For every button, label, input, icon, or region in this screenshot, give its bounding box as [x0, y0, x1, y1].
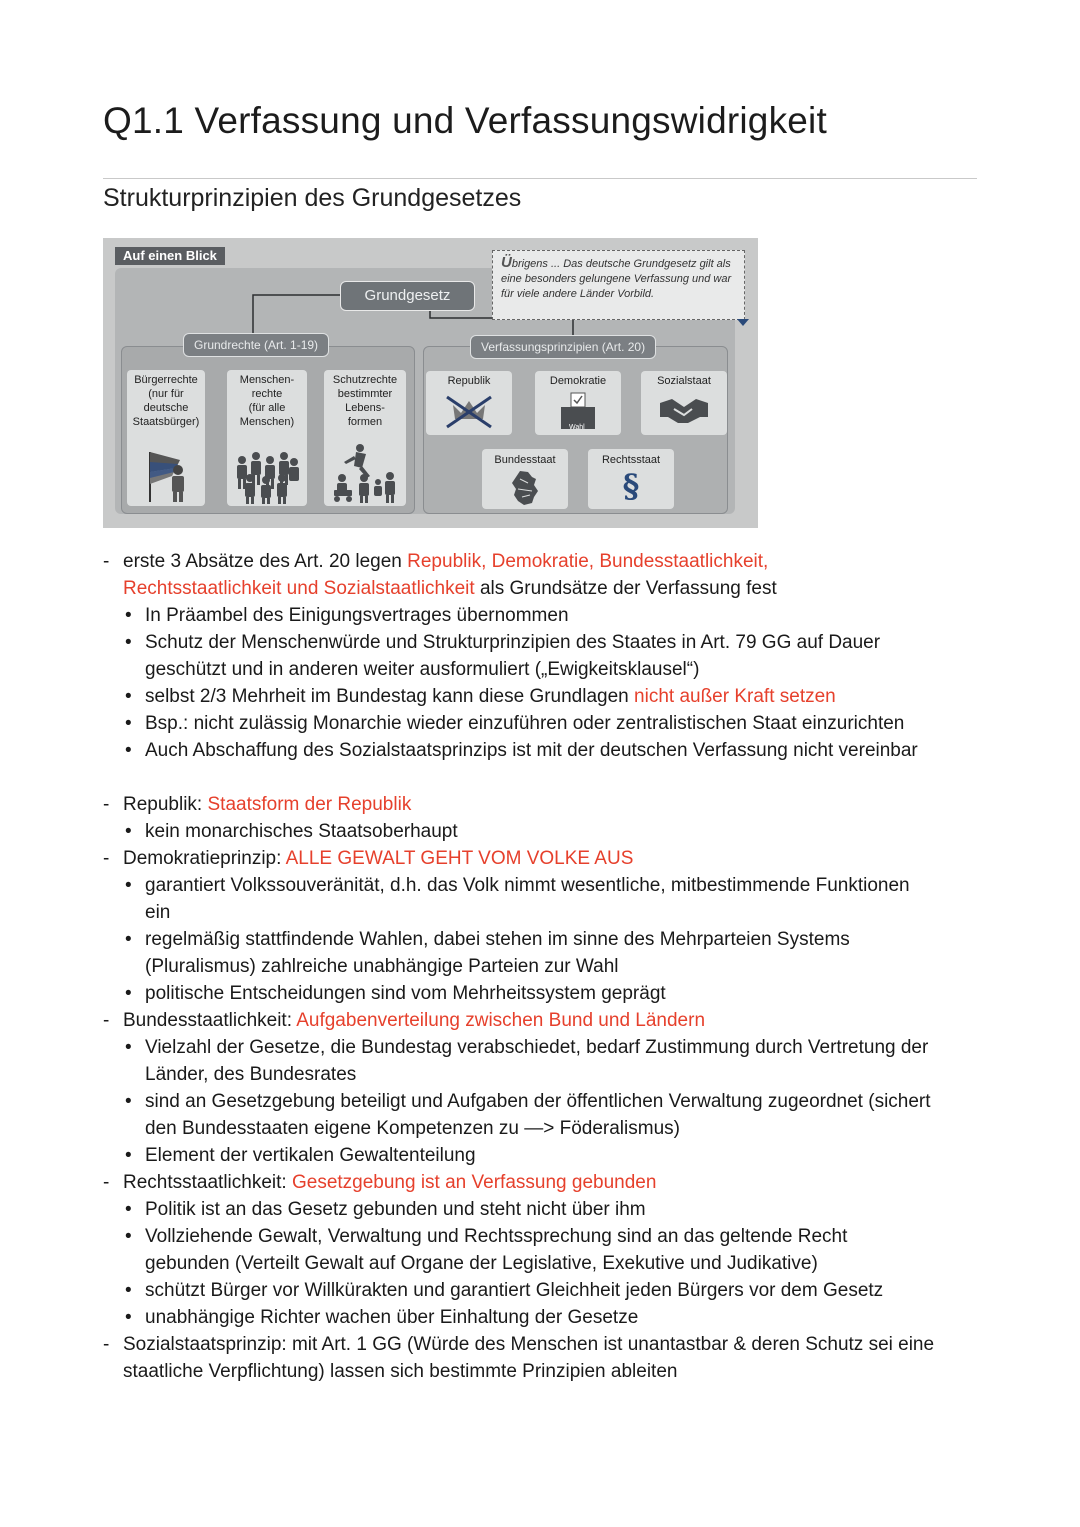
- demokratie-column: [535, 371, 621, 435]
- bullet-item: • kein monarchisches Staatsoberhaupt: [103, 818, 988, 845]
- section-subtitle: Strukturprinzipien des Grundgesetzes: [103, 184, 522, 212]
- note-first-word: brigens ...: [511, 258, 561, 270]
- text-span: als Grundsätze der Verfassung fest: [474, 578, 777, 599]
- list-item: - Sozialstaatsprinzip: mit Art. 1 GG (Würde des Menschen ist unantastbar & deren Schutz sei eine: [103, 1331, 988, 1358]
- menschenrechte-column: [227, 370, 307, 506]
- handshake-icon: [656, 389, 712, 429]
- highlight-span: Rechtsstaatlichkeit und Sozialstaatlichkeit: [123, 578, 475, 599]
- list-item: [103, 1007, 988, 1034]
- buergerrechte-line: deutsche: [143, 402, 189, 414]
- spacer: [103, 764, 988, 791]
- list-item: [103, 845, 988, 872]
- wahl-label: Wahl: [569, 424, 585, 431]
- page-title: Q1.1 Verfassung und Verfassungswidrigkeit: [103, 100, 827, 141]
- text-span: selbst 2/3 Mehrheit im Bundestag kann diese Grundlagen: [145, 686, 635, 707]
- bullet-item: • Bsp.: nicht zulässig Monarchie wieder einzuführen oder zentralistischen Staat einzurichten: [103, 710, 988, 737]
- list-item-continuation: [103, 575, 988, 602]
- menschenrechte-line: rechte: [251, 388, 283, 400]
- people-group-icon: [232, 444, 302, 504]
- text-span: Rechtsstaatlichkeit:: [123, 1172, 292, 1193]
- highlight-span: Gesetzgebung ist an Verfassung gebunden: [291, 1172, 657, 1193]
- info-note: [492, 250, 745, 320]
- grundgesetz-diagram: [103, 238, 758, 528]
- buergerrechte-line: Bürgerrechte: [134, 374, 198, 386]
- bullet-item: [103, 683, 988, 710]
- menschenrechte-line: (für alle: [248, 402, 286, 414]
- notes-content: [103, 548, 988, 1385]
- bullet-item: • politische Entscheidungen sind vom Mehrheitssystem geprägt: [103, 980, 988, 1007]
- title-divider: [103, 178, 977, 179]
- family-icon: [330, 442, 400, 504]
- schutzrechte-line: Lebens-: [345, 402, 385, 414]
- schutzrechte-column: [324, 370, 406, 506]
- bullet-item: • garantiert Volkssouveränität, d.h. das Volk nimmt wesentliche, mitbestimmende Funktionen: [103, 872, 988, 899]
- bullet-continuation: gebunden (Verteilt Gewalt auf Organe der Legislative, Exekutive und Judikative): [145, 1253, 818, 1274]
- flag-person-icon: [136, 444, 196, 504]
- bullet-continuation: ein: [145, 902, 171, 923]
- germany-map-icon: [508, 469, 542, 507]
- schutzrechte-line: Schutzrechte: [332, 374, 398, 386]
- demokratie-label: Demokratie: [549, 375, 607, 387]
- list-item: [103, 1169, 988, 1196]
- bullet-item: • unabhängige Richter wachen über Einhaltung der Gesetze: [103, 1304, 988, 1331]
- bullet-item: • Politik ist an das Gesetz gebunden und steht nicht über ihm: [103, 1196, 988, 1223]
- bullet-item: • sind an Gesetzgebung beteiligt und Aufgaben der öffentlichen Verwaltung zugeordnet (sichert: [103, 1088, 988, 1115]
- bullet-item: • In Präambel des Einigungsvertrages übernommen: [103, 602, 988, 629]
- highlight-span: Republik, Demokratie, Bundesstaatlichkeit,: [407, 551, 769, 572]
- highlight-span: nicht außer Kraft setzen: [634, 686, 836, 707]
- bullet-continuation: Länder, des Bundesrates: [145, 1064, 357, 1085]
- menschenrechte-line: Menschen): [239, 416, 295, 428]
- sozialstaat-label: Sozialstaat: [657, 375, 711, 387]
- highlight-span: Staatsform der Republik: [207, 794, 412, 815]
- verfassungsprinzipien-label: Verfassungsprinzipien (Art. 20): [470, 335, 656, 359]
- text-span: erste 3 Absätze des Art. 20 legen: [123, 551, 408, 572]
- republik-column: [426, 371, 512, 435]
- buergerrechte-line: Staatsbürger): [132, 416, 200, 428]
- grundgesetz-box: Grundgesetz: [340, 281, 475, 311]
- schutzrechte-line: bestimmter: [337, 388, 393, 400]
- bullet-item: • Vielzahl der Gesetze, die Bundestag verabschiedet, bedarf Zustimmung durch Vertretung der: [103, 1034, 988, 1061]
- rechtsstaat-column: [588, 449, 674, 509]
- note-text: Das deutsche Grundgesetz gilt als eine besonders gelungene Verfassung und war für viele andere Länder Vorbild.: [501, 258, 732, 300]
- buergerrechte-column: [127, 370, 205, 506]
- highlight-span: ALLE GEWALT GEHT VOM VOLKE AUS: [285, 848, 634, 869]
- list-item-continuation: staatliche Verpflichtung) lassen sich bestimmte Prinzipien ableiten: [123, 1361, 678, 1382]
- list-item: [103, 791, 988, 818]
- crossed-crown-icon: [441, 391, 497, 431]
- buergerrechte-line: (nur für: [148, 388, 184, 400]
- list-item: [103, 548, 988, 575]
- bundesstaat-label: Bundesstaat: [494, 454, 556, 466]
- sozialstaat-column: [641, 371, 727, 435]
- note-corner-marker: [737, 319, 749, 326]
- bullet-continuation: (Pluralismus) zahlreiche unabhängige Parteien zur Wahl: [145, 956, 619, 977]
- bullet-item: • Vollziehende Gewalt, Verwaltung und Rechtssprechung sind an das geltende Recht: [103, 1223, 988, 1250]
- grundrechte-label: Grundrechte (Art. 1-19): [183, 333, 329, 357]
- paragraph-icon: §: [622, 467, 640, 505]
- text-span: Republik:: [123, 794, 208, 815]
- bullet-item: • Auch Abschaffung des Sozialstaatsprinzips ist mit der deutschen Verfassung nicht vereinbar: [103, 737, 988, 764]
- bundesstaat-column: [482, 449, 568, 509]
- bullet-continuation: den Bundesstaaten eigene Kompetenzen zu —> Föderalismus): [145, 1118, 680, 1139]
- bullet-item: • Schutz der Menschenwürde und Strukturprinzipien des Staates in Art. 79 GG auf Dauer: [103, 629, 988, 656]
- bullet-item: • Element der vertikalen Gewaltenteilung: [103, 1142, 988, 1169]
- note-initial: Ü: [501, 254, 512, 271]
- schutzrechte-line: formen: [347, 416, 383, 428]
- menschenrechte-line: Menschen-: [239, 374, 295, 386]
- diagram-tag: Auf einen Blick: [115, 247, 225, 265]
- bullet-item: • schützt Bürger vor Willkürakten und garantiert Gleichheit jeden Bürgers vor dem Gesetz: [103, 1277, 988, 1304]
- text-span: Demokratieprinzip:: [123, 848, 286, 869]
- highlight-span: Aufgabenverteilung zwischen Bund und Ländern: [296, 1010, 706, 1031]
- rechtsstaat-label: Rechtsstaat: [601, 454, 661, 466]
- text-span: Bundesstaatlichkeit:: [123, 1010, 297, 1031]
- bullet-continuation: geschützt und in anderen weiter ausformuliert („Ewigkeitsklausel“): [145, 659, 700, 680]
- bullet-item: • regelmäßig stattfindende Wahlen, dabei stehen im sinne des Mehrparteien Systems: [103, 926, 988, 953]
- republik-label: Republik: [447, 375, 491, 387]
